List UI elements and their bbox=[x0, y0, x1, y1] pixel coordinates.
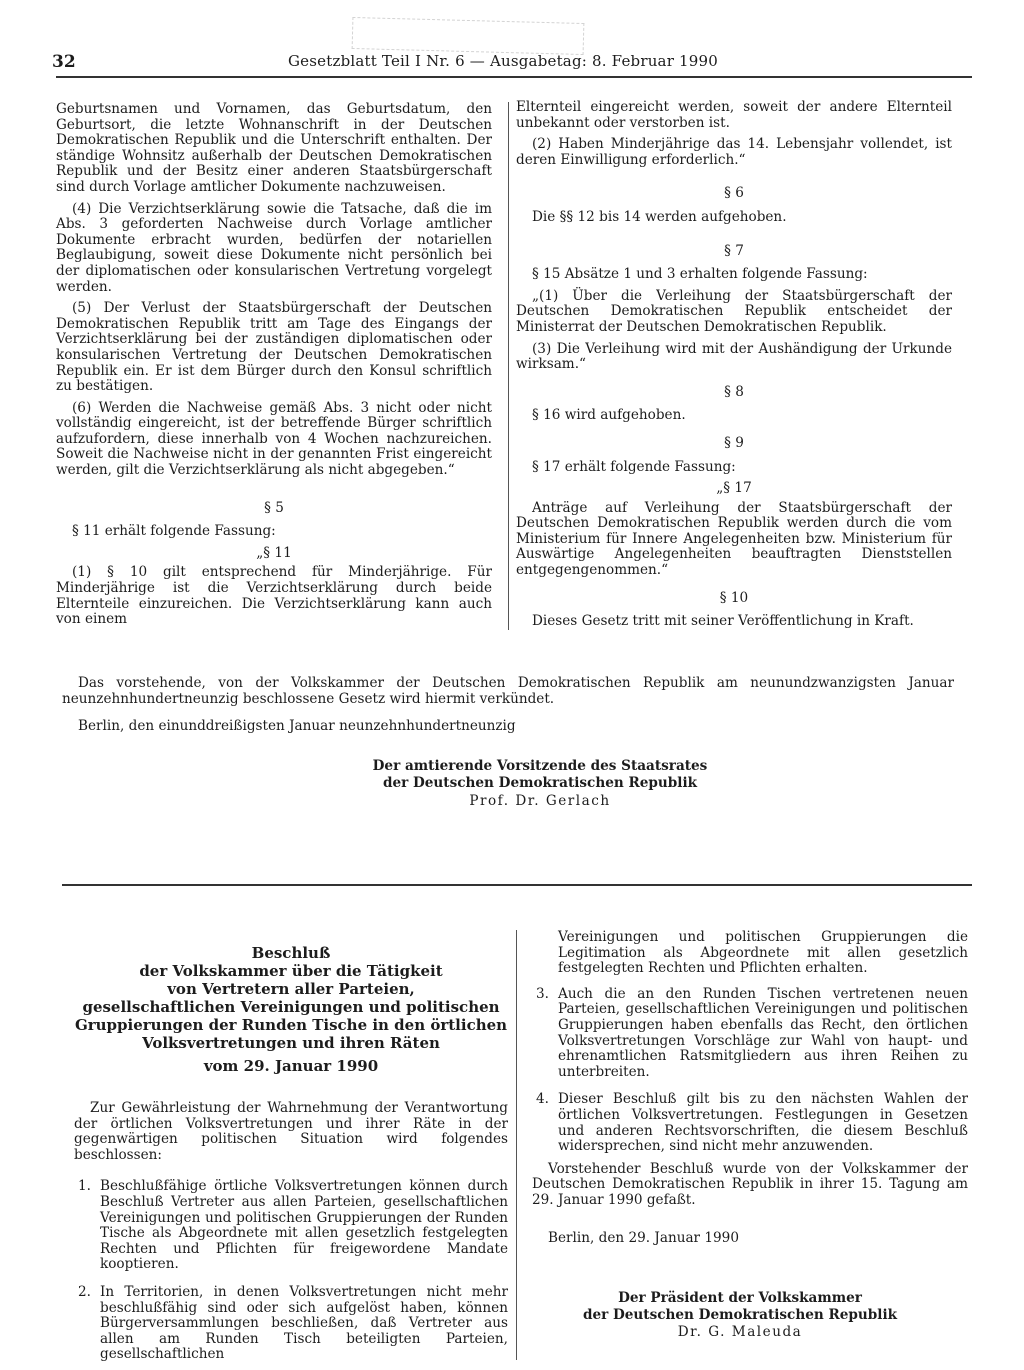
signature-title-line-1: Der Präsident der Volkskammer bbox=[618, 1290, 862, 1306]
section-separator bbox=[62, 884, 972, 886]
section-11-heading: „§ 11 bbox=[256, 544, 292, 561]
section-9-text: § 17 erhält folgende Fassung: bbox=[532, 458, 736, 475]
section-5-heading: § 5 bbox=[264, 499, 284, 516]
item-text: Auch die an den Runden Tischen vertretenen neuen Parteien, gesellschaftlichen Vereinigungen und politischen Gruppierungen haben ebenfalls das Recht, den örtlichen Volksvertretungen Vorschläge zur Wahl von haupt- und ehrenamtlichen Ratsmitgliedern aus ihren Reihen zu unterbreiten. bbox=[558, 985, 968, 1080]
promulgation-block bbox=[62, 676, 954, 741]
left-paragraph-1: Geburtsnamen und Vornamen, das Geburtsdatum, den Geburtsort, die letzte Wohnanschrift in der Deutschen Demokratischen Republik und die Unterschrift enthalten. Der ständige Wohnsitz außerhalb der Deutschen Demokratischen Republik und der Besitz einer anderen Staatsbürgerschaft sind durch Vorlage amtlicher Dokumente nachzuweisen. bbox=[56, 101, 492, 195]
item-number: 3. bbox=[536, 985, 549, 1002]
section-17-text: Anträge auf Verleihung der Staatsbürgerschaft der Deutschen Demokratischen Republik werden durch die vom Ministerium für Innere Angelegenheiten bzw. Ministerium für Auswärtige Angelegenheiten beauftragten Dienststellen entgegengenommen.“ bbox=[516, 499, 952, 579]
signature-title-line-2: der Deutschen Demokratischen Republik bbox=[382, 775, 698, 791]
section-7-text: § 15 Absätze 1 und 3 erhalten folgende Fassung: bbox=[532, 266, 868, 283]
list-item bbox=[74, 1179, 508, 1273]
promulgation-text: Das vorstehende, von der Volkskammer der Deutschen Demokratischen Republik am neunundzwanzigsten Januar neunzehnhundertneunzig beschlossene Gesetz wird hiermit verkündet. bbox=[62, 675, 954, 707]
section-8-heading: § 8 bbox=[724, 383, 744, 400]
header-rule bbox=[56, 76, 972, 78]
section-17-heading: „§ 17 bbox=[716, 480, 752, 497]
beschluss-signature bbox=[560, 1290, 920, 1340]
right-paragraph-continued: Elternteil eingereicht werden, soweit der andere Elternteil unbekannt oder verstorben ist. bbox=[516, 99, 952, 131]
beschluss-title-line: Volksvertretungen und ihren Räten bbox=[142, 1034, 440, 1052]
left-paragraph-4: (4) Die Verzichtserklärung sowie die Tatsache, daß die im Abs. 3 geforderten Nachweise durch Vorlage amtlicher Dokumente erbracht wurden, bedürfen der notariellen Beglaubigung, soweit diese Dokumente nicht persönlich bei der diplomatischen oder konsularischen Vertretung vorgelegt werden. bbox=[56, 200, 492, 295]
left-paragraph-6: (6) Werden die Nachweise gemäß Abs. 3 nicht oder nicht vollständig eingereicht, ist der betreffende Bürger schriftlich aufzufordern, diese innerhalb von 4 Wochen nachzureichen. Soweit die Nachweise nicht in der genannten Frist eingereicht werden, gilt die Verzichtserklärung als nicht abgegeben.“ bbox=[56, 399, 492, 479]
beschluss-title-line: von Vertretern aller Parteien, bbox=[167, 980, 415, 998]
item-number: 1. bbox=[78, 1178, 91, 1195]
beschluss-items-right bbox=[532, 987, 968, 1155]
signature-title-line-1: Der amtierende Vorsitzende des Staatsrates bbox=[372, 758, 708, 774]
section-7-paragraph-1: „(1) Über die Verleihung der Staatsbürgerschaft der Deutschen Demokratischen Republik entscheidet der Ministerrat der Deutschen Demokratischen Republik. bbox=[516, 287, 952, 335]
section-7-heading: § 7 bbox=[724, 242, 744, 259]
signature-name: Dr. G. Maleuda bbox=[677, 1324, 803, 1340]
section-11-paragraph-1: (1) § 10 gilt entsprechend für Minderjährige. Für Minderjährige ist die Verzichtserklärung durch beide Elternteile einzureichen. Die Verzichtserklärung kann auch von einem bbox=[56, 564, 492, 628]
list-item bbox=[532, 987, 968, 1081]
section-10-heading: § 10 bbox=[719, 589, 749, 606]
section-6-text: Die §§ 12 bis 14 werden aufgehoben. bbox=[532, 208, 787, 225]
item-2-continued: Vereinigungen und politischen Gruppierungen die Legitimation als Abgeordnete mit allen gesetzlich festgelegten Rechten und Pflichten erhalten. bbox=[558, 929, 968, 977]
item-text: In Territorien, in denen Volksvertretungen nicht mehr beschlußfähig sind oder sich aufgelöst haben, können Bürgerversammlungen beschließen, daß Vertreter aus allen am Runden Tisch beteiligten Parteien, gesellschaftlichen bbox=[100, 1283, 508, 1363]
left-paragraph-5: (5) Der Verlust der Staatsbürgerschaft der Deutschen Demokratischen Republik tritt am Tage des Eingangs der Verzichtserklärung bei der zuständigen diplomatischen oder konsularischen Vertretung der Deutschen Demokratischen Republik ein. Er ist dem Bürger durch den Konsul schriftlich zu bestätigen. bbox=[56, 300, 492, 395]
item-text: Beschlußfähige örtliche Volksvertretungen können durch Beschluß Vertreter aus allen Parteien, gesellschaftlichen Vereinigungen und politischen Gruppierungen der Runden Tische als Abgeordnete mit allen gesetzlich festgelegten Rechten und Pflichten für freigewordene Mandate kooptieren. bbox=[100, 1178, 508, 1273]
page-number: 32 bbox=[52, 52, 76, 72]
section-5-text: § 11 erhält folgende Fassung: bbox=[72, 523, 276, 540]
section-9-heading: § 9 bbox=[724, 434, 744, 451]
right-column-top bbox=[516, 100, 952, 636]
beschluss-intro: Zur Gewährleistung der Wahrnehmung der Verantwortung der örtlichen Volksvertretungen und ihrer Räte in der gegenwärtigen politischen Situation wird folgendes beschlossen: bbox=[74, 1100, 508, 1163]
promulgation-signature bbox=[300, 758, 780, 809]
beschluss-date: vom 29. Januar 1990 bbox=[203, 1057, 379, 1075]
left-column-top bbox=[56, 102, 492, 634]
beschluss-title-line: gesellschaftlichen Vereinigungen und politischen bbox=[82, 998, 500, 1016]
beschluss-title-line: der Volkskammer über die Tätigkeit bbox=[139, 962, 443, 980]
right-paragraph-2: (2) Haben Minderjährige das 14. Lebensjahr vollendet, ist deren Einwilligung erforderlich.“ bbox=[516, 136, 952, 168]
promulgation-place-date: Berlin, den einunddreißigsten Januar neunzehnhundertneunzig bbox=[78, 718, 516, 735]
item-number: 4. bbox=[536, 1091, 549, 1108]
section-8-text: § 16 wird aufgehoben. bbox=[532, 407, 686, 424]
section-6-heading: § 6 bbox=[724, 185, 744, 202]
beschluss-left-column bbox=[74, 944, 508, 1370]
header-title: Gesetzblatt Teil I Nr. 6 — Ausgabetag: 8. Februar 1990 bbox=[288, 52, 719, 70]
beschluss-closing: Vorstehender Beschluß wurde von der Volkskammer der Deutschen Demokratischen Republik in ihrer 15. Tagung am 29. Januar 1990 gefaßt. bbox=[532, 1160, 968, 1208]
column-divider-top bbox=[508, 102, 509, 630]
signature-title-line-2: der Deutschen Demokratischen Republik bbox=[582, 1307, 898, 1323]
signature-name: Prof. Dr. Gerlach bbox=[469, 793, 611, 809]
item-text: Dieser Beschluß gilt bis zu den nächsten Wahlen der örtlichen Volksvertretungen. Festlegungen in Gesetzen und anderen Rechtsvorschriften, die diesem Beschluß widersprechen, sind nicht mehr anzuwenden. bbox=[558, 1091, 968, 1155]
beschluss-items-left bbox=[74, 1179, 508, 1363]
item-number: 2. bbox=[78, 1283, 91, 1300]
page-header bbox=[52, 52, 972, 76]
list-item bbox=[74, 1285, 508, 1363]
section-7-paragraph-3: (3) Die Verleihung wird mit der Aushändigung der Urkunde wirksam.“ bbox=[516, 340, 952, 373]
beschluss-place-date: Berlin, den 29. Januar 1990 bbox=[548, 1229, 739, 1246]
column-divider-bottom bbox=[516, 930, 517, 1360]
beschluss-title-line: Beschluß bbox=[251, 944, 331, 962]
section-10-text: Dieses Gesetz tritt mit seiner Veröffentlichung in Kraft. bbox=[532, 613, 914, 630]
beschluss-title-line: Gruppierungen der Runden Tische in den örtlichen bbox=[74, 1016, 508, 1034]
beschluss-right-column bbox=[532, 930, 968, 1252]
list-item bbox=[532, 1092, 968, 1154]
beschluss-title bbox=[74, 944, 508, 1075]
archive-stamp bbox=[352, 17, 585, 55]
